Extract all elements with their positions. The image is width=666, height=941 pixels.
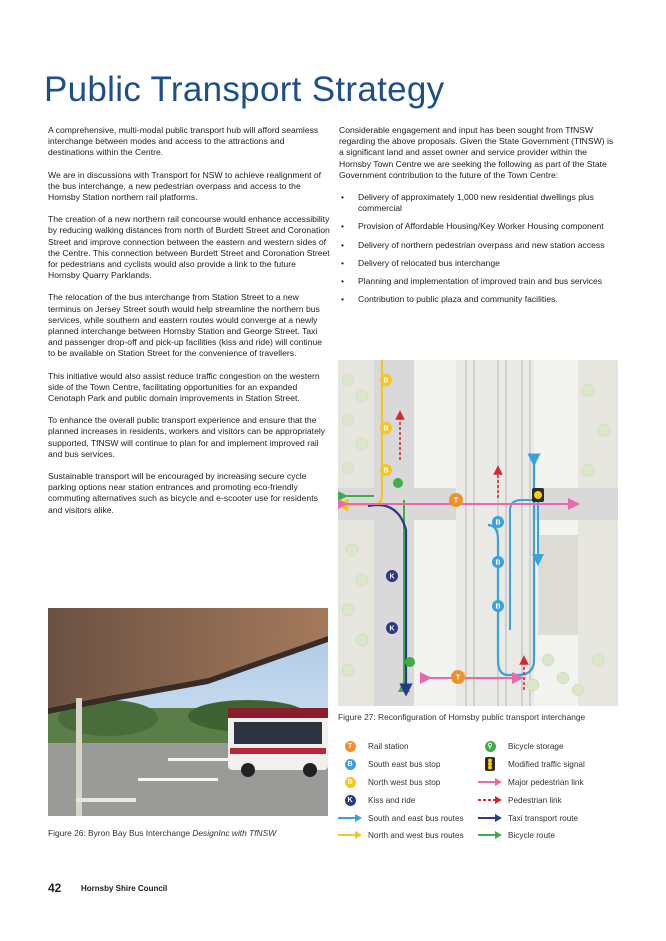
legend-item-major-pedestrian-link <box>478 775 584 789</box>
legend-label: Pedestrian link <box>508 795 562 805</box>
legend-label: South east bus stop <box>368 759 441 769</box>
pedestrian-link-arrow <box>478 778 502 786</box>
taxi-route-arrow <box>478 814 502 822</box>
legend-item-kiss-and-ride <box>338 793 415 807</box>
north-west-route-arrow <box>338 831 362 839</box>
paragraph: We are in discussions with Transport for NSW to achieve realignment of the bus interchange, a new pedestrian overpass and access to the Hornsby Station northern rail platforms. <box>48 169 322 203</box>
paragraph: A comprehensive, multi-modal public transport hub will afford seamless interchange between modes and access to the attractions and destinations within the Centre. <box>48 125 319 158</box>
caption-credit: DesignInc with TfNSW <box>192 828 277 838</box>
paragraph: This initiative would also assist reduce traffic congestion on the western side of the Town Centre, facilitating opportunities for an expanded Cenotaph Park and public domain improvements in Station Street. <box>48 370 320 404</box>
legend-label: Taxi transport route <box>508 813 579 823</box>
paragraph: The relocation of the bus interchange from Station Street to a new terminus on Jersey Street south would help streamline the northern bus services, while southern and eastern routes would converge at a newly planned interchange between Hornsby Station and George Street. Taxi and passenger drop-off and pick-up facilities (kiss and ride) will continue to be available on Station Street for the convenience of travellers. <box>48 292 323 359</box>
right-text-column <box>339 125 617 312</box>
list-item: • Delivery of relocated bus interchange <box>339 258 617 269</box>
svg-text:K: K <box>389 625 395 633</box>
legend-item-taxi-route <box>478 811 578 825</box>
svg-text:K: K <box>389 573 395 581</box>
legend-item-bicycle-storage <box>478 739 564 753</box>
paragraph: To enhance the overall public transport experience and ensure that the planned increases in residents, workers and visitors can be appropriately supported, TfNSW will continue to plan for and implement improved rail and bus services. <box>48 415 326 459</box>
list-item: • Contribution to public plaza and community facilities. <box>339 294 617 305</box>
list-item: • Delivery of approximately 1,000 new residential dwellings plus commercial <box>339 192 617 214</box>
traffic-signal-icon <box>484 757 496 771</box>
minor-pedestrian-link-arrow <box>478 796 502 804</box>
caption-text: Figure 26: Byron Bay Bus Interchange <box>48 828 190 838</box>
legend-label: North west bus stop <box>368 777 441 787</box>
svg-text:B: B <box>495 559 501 567</box>
page-number: 42 <box>48 881 62 895</box>
south-east-route-arrow <box>338 814 362 822</box>
legend-item-south-east-bus-stop <box>338 757 440 771</box>
legend-item-north-west-route <box>338 828 464 842</box>
list-item: • Provision of Affordable Housing/Key Worker Housing component <box>339 221 617 232</box>
legend-item-bicycle-route <box>478 828 555 842</box>
svg-text:B: B <box>383 425 389 433</box>
legend-item-south-east-route <box>338 811 464 825</box>
legend-item-rail-station <box>338 739 409 753</box>
legend-item-traffic-signal <box>478 757 585 771</box>
legend-label: Rail station <box>368 741 409 751</box>
svg-text:B: B <box>495 519 501 527</box>
list-item: • Delivery of northern pedestrian overpass and new station access <box>339 240 617 251</box>
legend-label: Bicycle route <box>508 830 555 840</box>
legend-label: Major pedestrian link <box>508 777 584 787</box>
paragraph: The creation of a new northern rail concourse would enhance accessibility by reducing walking distances from north of Burdett Street and Coronation Street and improve connection between the eastern and western sides of the Centre. This connection between Burdett Street and Coronation Street for pedestrians and cyclists would also provide a link to the future Hornsby Quarry Parklands. <box>48 214 330 281</box>
svg-text:B: B <box>495 603 501 611</box>
svg-text:T: T <box>453 497 459 505</box>
legend-item-north-west-bus-stop <box>338 775 440 789</box>
svg-text:T: T <box>455 674 461 682</box>
rail-station-icon: T <box>345 741 356 752</box>
legend-label: South and east bus routes <box>368 813 464 823</box>
publisher-name: Hornsby Shire Council <box>81 884 168 893</box>
list-item: • Planning and implementation of improved train and bus services <box>339 276 617 287</box>
contribution-list <box>339 192 617 305</box>
paragraph: Sustainable transport will be encouraged by increasing secure cycle parking options near station entrances and promoting eco-friendly commuting alternatives such as bicycle and e-scooter use for residents and visitors alike. <box>48 471 318 515</box>
figure-27-caption: Figure 27: Reconfiguration of Hornsby public transport interchange <box>338 712 586 722</box>
south-east-bus-stop-icon: B <box>345 759 356 770</box>
bicycle-storage-icon: ⚲ <box>485 741 496 752</box>
page-title: Public Transport Strategy <box>44 70 445 109</box>
interchange-map <box>338 360 618 706</box>
legend-label: Kiss and ride <box>368 795 416 805</box>
legend-item-pedestrian-link <box>478 793 562 807</box>
svg-text:B: B <box>383 467 389 475</box>
legend-label: North and west bus routes <box>368 830 464 840</box>
legend-label: Bicycle storage <box>508 741 564 751</box>
left-text-column <box>48 125 330 527</box>
svg-text:B: B <box>383 377 389 385</box>
bicycle-route-arrow <box>478 831 502 839</box>
intro-paragraph: Considerable engagement and input has been sought from TfNSW regarding the above proposals. Given the State Government (TfNSW) is a significant land and asset owner and service provider within the Hornsby Town Centre we are seeking the following as part of the State Government contribution to the future of the Town Centre: <box>339 125 614 180</box>
kiss-and-ride-icon: K <box>345 795 356 806</box>
north-west-bus-stop-icon: B <box>345 777 356 788</box>
byron-bay-bus-interchange-photo <box>48 608 328 816</box>
map-legend <box>338 738 618 848</box>
figure-26-caption <box>48 828 276 838</box>
legend-label: Modified traffic signal <box>508 759 585 769</box>
